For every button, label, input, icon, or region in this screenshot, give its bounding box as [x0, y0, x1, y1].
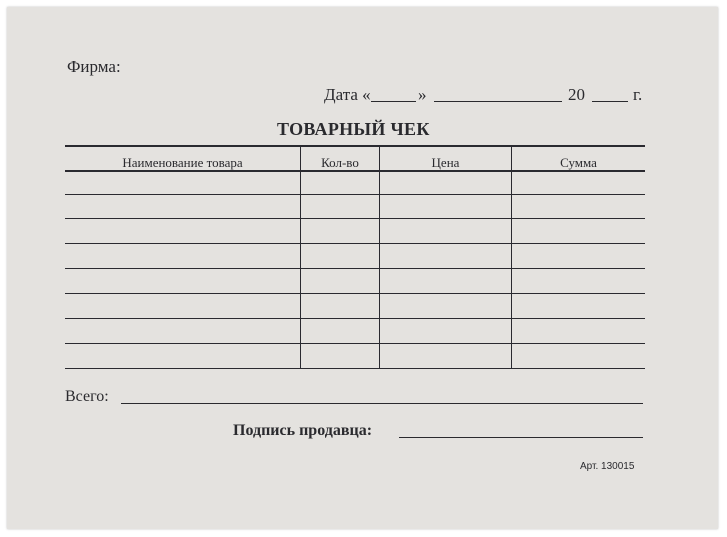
signature-label: Подпись продавца:: [233, 422, 373, 439]
receipt-title: ТОВАРНЫЙ ЧЕК: [277, 119, 430, 139]
year-suffix: г.: [633, 85, 643, 104]
date-year-blank: [592, 101, 628, 102]
column-divider: [300, 145, 301, 369]
date-label: Дата «: [324, 85, 371, 104]
column-header-sum: Сумма: [560, 155, 597, 170]
firm-label: Фирма:: [67, 57, 121, 76]
date-day-blank: [371, 101, 416, 102]
table-row-line: [65, 243, 645, 244]
table-row-line: [65, 318, 645, 319]
column-header-price: Цена: [431, 155, 460, 170]
column-header-quantity: Кол-во: [321, 155, 359, 170]
table-row-line: [65, 343, 645, 344]
column-divider: [379, 145, 380, 369]
column-divider: [511, 145, 512, 369]
date-month-blank: [434, 101, 562, 102]
table-row-line: [65, 194, 645, 195]
signature-blank: [399, 437, 643, 438]
table-row-line: [65, 293, 645, 294]
table-top-border: [65, 145, 645, 147]
total-label: Всего:: [65, 388, 109, 405]
date-close-quote: »: [418, 85, 427, 104]
table-row-line: [65, 268, 645, 269]
year-prefix: 20: [568, 85, 585, 104]
table-row-line: [65, 218, 645, 219]
table-row-line: [65, 368, 645, 369]
article-number: Арт. 130015: [580, 461, 635, 472]
receipt-sheet: [7, 7, 718, 529]
column-header-name: Наименование товара: [122, 155, 243, 170]
total-blank: [121, 403, 643, 404]
